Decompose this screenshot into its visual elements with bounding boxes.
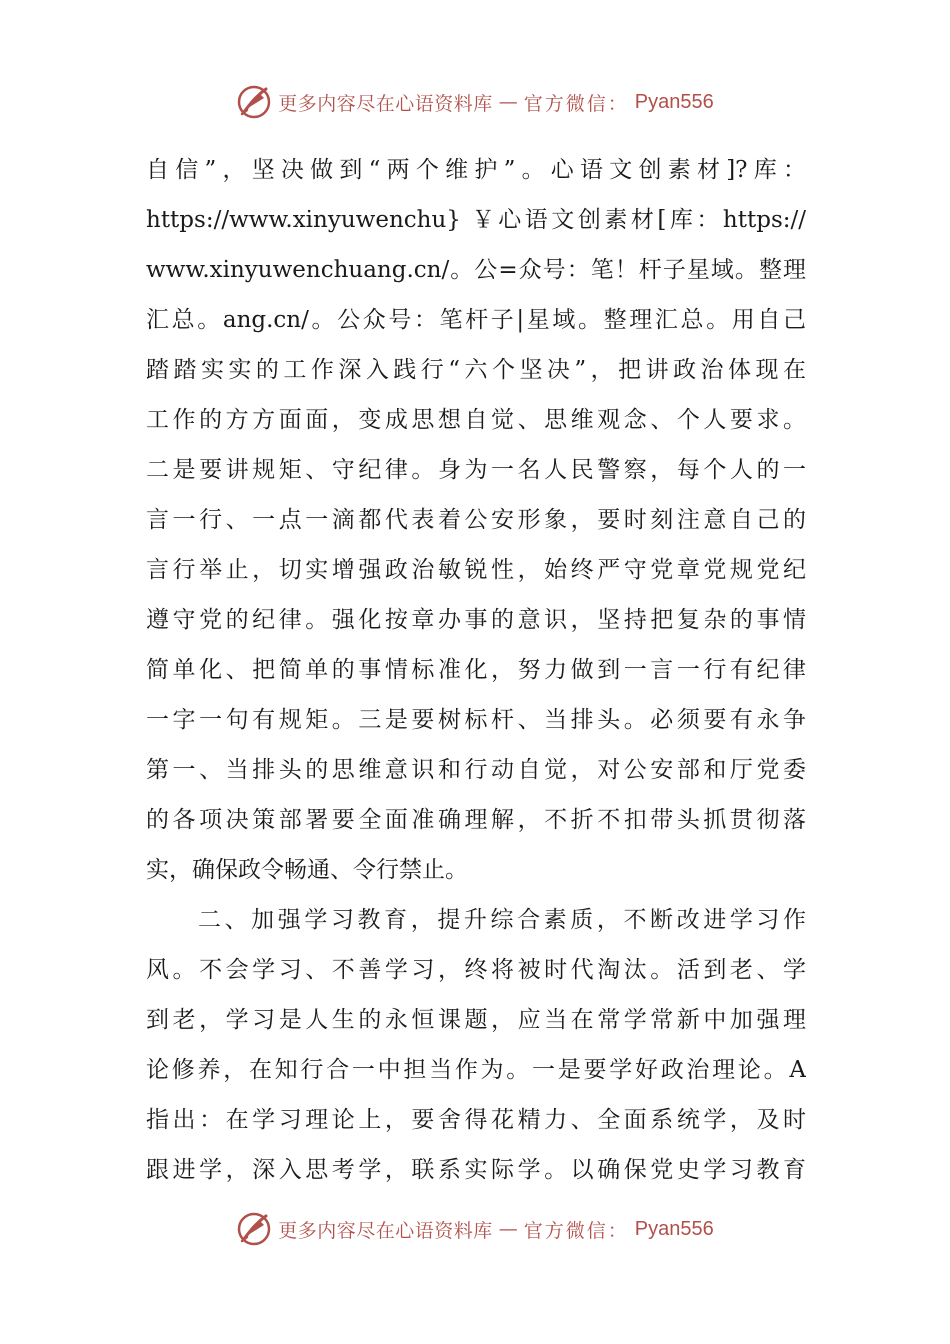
quill-logo-icon [236,1211,272,1247]
footer-banner [0,1207,950,1251]
footer-dash: — [498,1218,518,1240]
header-dash: — [498,91,518,113]
text-line: 实，确保政令畅通、令行禁止。 [146,857,468,883]
header-slogan: 更多内容尽在心语资料库 [278,92,493,115]
text-line: 论修养，在知行合一中担当作为。一是要学好政治理论。A [146,1057,806,1083]
text-line: https://www.xinyuwenchu} ￥心语文创素材[库：https:// [146,207,806,233]
text-line: 言行举止，切实增强政治敏锐性，始终严守党章党规党纪 [146,557,806,583]
text-line: 汇总。ang.cn/。公众号：笔杆子|星域。整理汇总。用自己 [146,307,806,333]
header-official-label: 官方微信： [523,92,629,115]
text-line: www.xinyuwenchuang.cn/。公=众号：笔！杆子星域。整理 [146,257,806,283]
text-line: 第一、当排头的思维意识和行动自觉，对公安部和厅党委 [146,757,806,783]
text-line: 跟进学，深入思考学，联系实际学。以确保党史学习教育 [146,1157,806,1183]
text-line: 遵守党的纪律。强化按章办事的意识，坚持把复杂的事情 [146,607,806,633]
text-line: 到老，学习是人生的永恒课题，应当在常学常新中加强理 [146,1007,806,1033]
text-line: 的各项决策部署要全面准确理解，不折不扣带头抓贯彻落 [146,807,806,833]
text-line: 二是要讲规矩、守纪律。身为一名人民警察，每个人的一 [146,457,806,483]
section-heading-line: 二、加强学习教育，提升综合素质，不断改进学习作 [198,907,806,933]
text-line: 自信”，坚决做到“两个维护”。心语文创素材]?库： [146,157,806,183]
header-banner [0,80,950,124]
header-account: Pyan556 [634,90,714,113]
footer-account: Pyan556 [634,1217,714,1240]
text-line: 工作的方方面面，变成思想自觉、思维观念、个人要求。 [146,407,806,433]
footer-official-label: 官方微信： [523,1219,629,1242]
text-line: 简单化、把简单的事情标准化，努力做到一言一行有纪律 [146,657,806,683]
text-line: 踏踏实实的工作深入践行“六个坚决”，把讲政治体现在 [146,357,806,383]
body-text [146,145,806,1195]
text-line: 一字一句有规矩。三是要树标杆、当排头。必须要有永争 [146,707,806,733]
text-line: 风。不会学习、不善学习，终将被时代淘汰。活到老、学 [146,957,806,983]
text-line: 指出：在学习理论上，要舍得花精力、全面系统学，及时 [146,1107,806,1133]
quill-logo-icon [236,84,272,120]
text-line: 言一行、一点一滴都代表着公安形象，要时刻注意自己的 [146,507,806,533]
footer-slogan: 更多内容尽在心语资料库 [278,1219,493,1242]
